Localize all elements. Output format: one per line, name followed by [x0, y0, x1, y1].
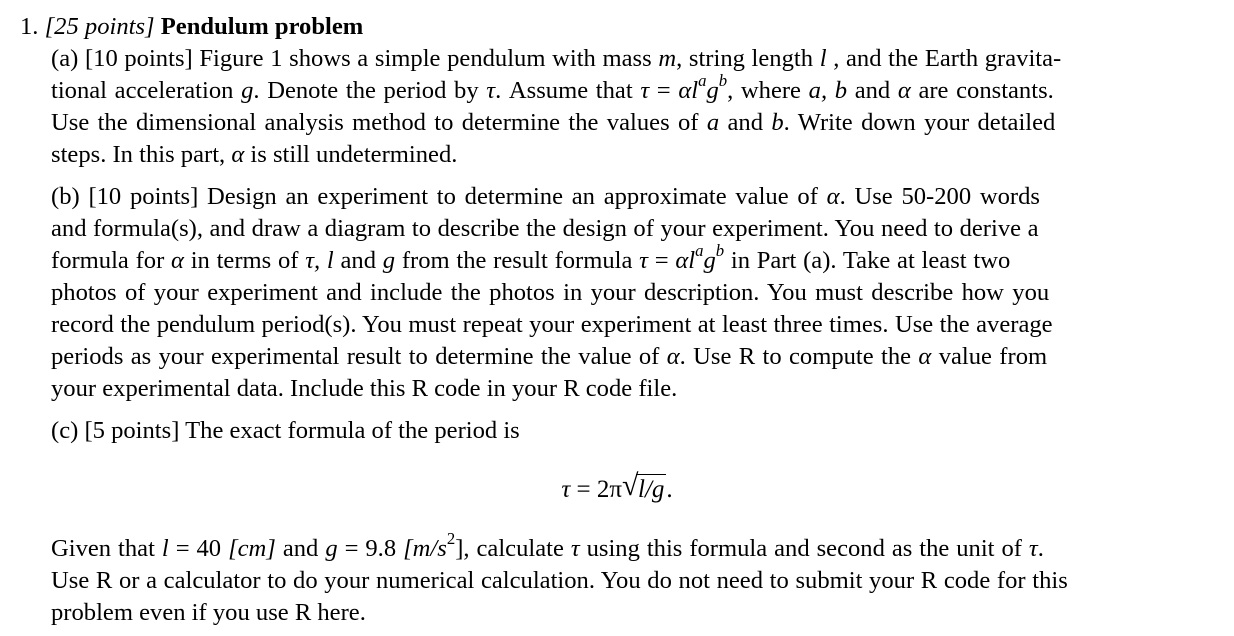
- text: and: [340, 247, 377, 274]
- text: . Denote the period by: [253, 77, 479, 104]
- part-a-line-2: [51, 71, 1054, 106]
- math-alpha: α: [666, 343, 680, 370]
- math-g: g: [703, 247, 716, 274]
- text: Design an experiment to determine an approximate value of: [207, 183, 818, 210]
- math-alpha: α: [231, 141, 245, 168]
- part-c-line-2: [51, 529, 1044, 564]
- text: in terms of: [190, 247, 299, 274]
- math-alpha: α: [826, 183, 840, 210]
- part-c-line-3: Use R or a calculator to do your numerical calculation. You do not need to submit your R code for this: [51, 567, 1068, 594]
- text: is still undetermined.: [250, 141, 458, 168]
- part-b-line-2: and formula(s), and draw a diagram to describe the design of your experiment. You need to derive a: [51, 215, 1039, 242]
- math-a: a: [706, 109, 720, 136]
- math-unit: [m/s: [403, 535, 447, 562]
- text: . Write down your detailed: [783, 109, 1056, 136]
- math-tau: τ: [1028, 535, 1038, 562]
- text: The exact formula of the period is: [185, 417, 520, 444]
- math-exp-a: a: [695, 241, 704, 261]
- text: , where: [727, 77, 801, 104]
- part-c-points: [5 points]: [84, 417, 180, 444]
- part-c-label: (c): [51, 417, 79, 444]
- math-two-pi: 2π: [596, 476, 623, 503]
- math-g: g: [325, 535, 338, 562]
- part-a-line-1: [51, 44, 1061, 74]
- radical-sign-icon: √: [622, 469, 639, 502]
- math-a-b: a, b: [808, 77, 848, 104]
- text: , string length: [676, 45, 814, 72]
- text: and: [727, 109, 764, 136]
- math-value: = 40: [175, 535, 222, 562]
- part-b-points: [10 points]: [88, 183, 199, 210]
- text: steps. In this part,: [51, 141, 226, 168]
- problem-number: 1.: [20, 13, 39, 40]
- problem-heading: [20, 12, 363, 42]
- math-exp-b: b: [718, 71, 728, 91]
- math-equals: =: [576, 476, 591, 503]
- math-tau: τ: [561, 476, 571, 503]
- text: using this formula and second as the unit of: [586, 535, 1022, 562]
- text: tional acceleration: [51, 77, 234, 104]
- text: . Use 50-200 words: [839, 183, 1040, 210]
- text: are constants.: [918, 77, 1054, 104]
- math-unit: ]: [455, 535, 464, 562]
- part-a-label: (a): [51, 45, 79, 72]
- math-radicand: l/g: [638, 476, 665, 503]
- part-b-line-3: [51, 241, 1011, 276]
- text: formula for: [51, 247, 165, 274]
- problem-points: [25 points]: [44, 13, 155, 40]
- part-c-line-1: [51, 416, 520, 446]
- math-alpha-l: αl: [675, 247, 696, 274]
- text: in Part (a). Take at least two: [730, 247, 1011, 274]
- text: from the result formula: [401, 247, 633, 274]
- math-l: l: [819, 45, 827, 72]
- part-a-line-3: [51, 108, 1055, 138]
- text: and: [854, 77, 891, 104]
- math-equals: =: [656, 77, 671, 104]
- math-equals: =: [654, 247, 669, 274]
- text: . Assume that: [495, 77, 633, 104]
- math-tau-l: τ, l: [305, 247, 334, 274]
- math-tau: τ: [640, 77, 650, 104]
- math-alpha: α: [918, 343, 932, 370]
- math-exp-b: b: [715, 241, 725, 261]
- math-alpha: α: [897, 77, 911, 104]
- text: , calculate: [463, 535, 564, 562]
- text: Figure 1 shows a simple pendulum with mass: [199, 45, 652, 72]
- text: .: [1037, 535, 1044, 562]
- math-tau: τ: [486, 77, 496, 104]
- text: , and the Earth gravita-: [833, 45, 1062, 72]
- part-b-line-6: [51, 342, 1047, 372]
- math-g: g: [382, 247, 396, 274]
- part-a-points: [10 points]: [84, 45, 193, 72]
- period-formula: [0, 469, 1234, 506]
- text: Use the dimensional analysis method to determine the values of: [51, 109, 699, 136]
- text: .: [666, 476, 673, 503]
- text: value from: [938, 343, 1048, 370]
- text: Given that: [51, 535, 155, 562]
- math-exp-a: a: [698, 71, 707, 91]
- part-b-line-1: [51, 182, 1040, 212]
- math-tau: τ: [639, 247, 648, 274]
- math-exp: 2: [446, 529, 456, 549]
- math-alpha: α: [171, 247, 184, 274]
- part-b-line-7: your experimental data. Include this R code in your R code file.: [51, 375, 678, 402]
- math-g: g: [241, 77, 254, 104]
- part-b-label: (b): [51, 183, 80, 210]
- text: . Use R to compute the: [679, 343, 912, 370]
- math-value: = 9.8: [344, 535, 397, 562]
- math-alpha-l: αl: [678, 77, 699, 104]
- text: periods as your experimental result to determine the value of: [51, 343, 660, 370]
- part-b-line-4: photos of your experiment and include the photos in your description. You must describe how you: [51, 279, 1050, 306]
- part-c-line-4: problem even if you use R here.: [51, 599, 366, 626]
- math-tau: τ: [570, 535, 580, 562]
- math-m: m: [658, 45, 677, 72]
- math-l: l: [161, 535, 169, 562]
- math-g: g: [706, 77, 719, 104]
- math-unit-cm: [cm]: [228, 535, 276, 562]
- text: and: [282, 535, 319, 562]
- problem-title: Pendulum problem: [160, 13, 364, 40]
- math-b: b: [771, 109, 784, 136]
- part-a-line-4: [51, 140, 457, 170]
- square-root: [622, 469, 666, 506]
- part-b-line-5: record the pendulum period(s). You must repeat your experiment at least three times. Use the average: [51, 311, 1053, 338]
